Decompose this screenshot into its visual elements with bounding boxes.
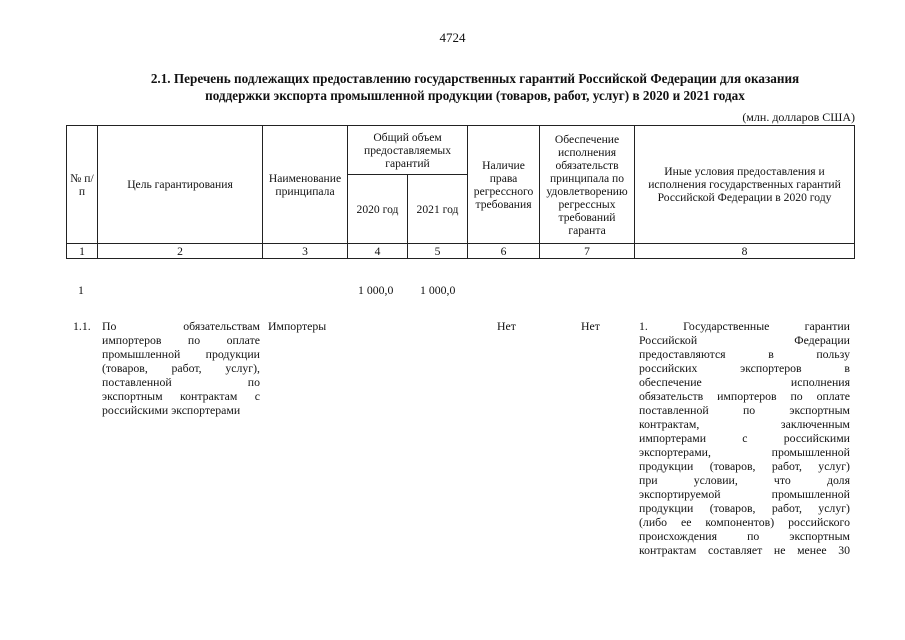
column-number: 2 <box>98 244 263 259</box>
title-line-2: поддержки экспорта промышленной продукции (товаров, работ, услуг) в 2020 и 2021 годах <box>205 88 745 103</box>
row2-principal: Импортеры <box>268 319 327 333</box>
header-regress: Наличие права регрессного требования <box>468 126 540 244</box>
other-line: экспортерами, промышленной <box>639 445 850 459</box>
other-line: российских экспортеров в <box>639 361 850 375</box>
header-principal: Наименование принципала <box>263 126 348 244</box>
row2-goal <box>102 319 260 417</box>
header-num: № п/п <box>67 126 98 244</box>
other-line: импортерами с российскими <box>639 431 850 445</box>
goal-line: российскими экспортерами <box>102 403 241 417</box>
goal-line: промышленной продукции <box>102 347 260 361</box>
other-line: контрактам составляет не менее 30 <box>639 543 850 557</box>
other-line: Российской Федерации <box>639 333 850 347</box>
document-title <box>60 70 890 104</box>
column-number: 6 <box>468 244 540 259</box>
goal-line: По обязательствам <box>102 319 260 333</box>
other-line: контрактам, заключенным <box>639 417 850 431</box>
units-note: (млн. долларов США) <box>742 110 855 124</box>
header-security: Обеспечение исполнения обязательств принципала по удовлетворению регрессных требований гаранта <box>540 126 635 244</box>
column-number: 8 <box>635 244 855 259</box>
goal-line: поставленной по <box>102 375 260 389</box>
other-line: 1. Государственные гарантии <box>639 319 850 333</box>
header-2020: 2020 год <box>348 175 408 244</box>
row1-value-2021: 1 000,0 <box>420 283 456 297</box>
column-number: 4 <box>348 244 408 259</box>
guarantees-table <box>66 125 855 259</box>
row2-security: Нет <box>581 319 600 333</box>
row1-number: 1 <box>78 283 84 297</box>
row1-value-2020: 1 000,0 <box>358 283 394 297</box>
header-goal: Цель гарантирования <box>98 126 263 244</box>
other-line: экспортируемой промышленной <box>639 487 850 501</box>
other-line: происхождения по экспортным <box>639 529 850 543</box>
column-number: 5 <box>408 244 468 259</box>
other-line: продукции (товаров, работ, услуг) <box>639 501 850 515</box>
header-other: Иные условия предоставления и исполнения государственных гарантий Российской Федерации в 2020 году <box>635 126 855 244</box>
goal-line: экспортным контрактам с <box>102 389 260 403</box>
goal-line: импортеров по оплате <box>102 333 260 347</box>
column-number: 1 <box>67 244 98 259</box>
column-number: 7 <box>540 244 635 259</box>
header-2021: 2021 год <box>408 175 468 244</box>
other-line: предоставляются в пользу <box>639 347 850 361</box>
header-volume: Общий объем предоставляемых гарантий <box>348 126 468 175</box>
other-line: обеспечение исполнения <box>639 375 850 389</box>
other-line: обязательств импортеров по оплате <box>639 389 850 403</box>
other-line: (либо ее компонентов) российского <box>639 515 850 529</box>
title-line-1: 2.1. Перечень подлежащих предоставлению государственных гарантий Российской Федерации для оказания <box>150 71 800 86</box>
goal-line: (товаров, работ, услуг), <box>102 361 260 375</box>
other-line: поставленной по экспортным <box>639 403 850 417</box>
row2-other-conditions <box>639 319 850 557</box>
row2-number: 1.1. <box>73 319 91 333</box>
column-number: 3 <box>263 244 348 259</box>
row2-regress: Нет <box>497 319 516 333</box>
page-number: 4724 <box>439 30 466 45</box>
other-line: при условии, что доля <box>639 473 850 487</box>
other-line: продукции (товаров, работ, услуг) <box>639 459 850 473</box>
